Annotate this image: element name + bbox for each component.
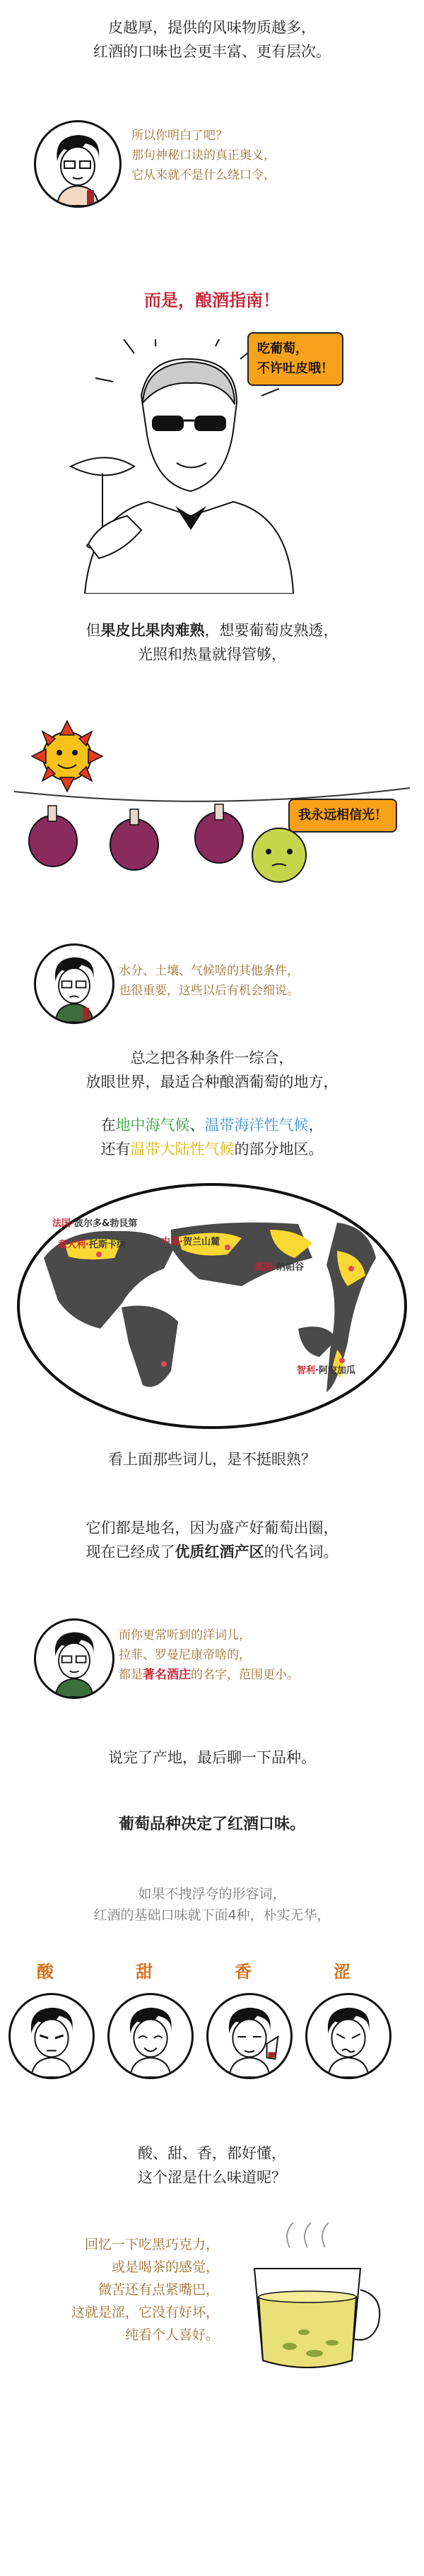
fragrant-face-icon bbox=[208, 1995, 290, 2077]
climate-oceanic: 温带海洋性气候 bbox=[204, 1117, 309, 1134]
climate-line2-pre: 还有 bbox=[100, 1141, 131, 1158]
tastes-intro bbox=[0, 1883, 424, 1926]
label-china-country: 中国· bbox=[161, 1237, 183, 1247]
taste-fragrant-avatar bbox=[206, 1993, 293, 2079]
climate-comma: ， bbox=[308, 1117, 324, 1134]
label-france-region: 波尔多&勃艮第 bbox=[73, 1218, 138, 1229]
aside-2-line-2: 也很重要，这些以后有机会细说。 bbox=[119, 984, 299, 998]
label-italy-region: 托斯卡纳 bbox=[88, 1240, 126, 1250]
sun-icon bbox=[32, 721, 102, 792]
question-2-line-2: 这个涩是什么味道呢？ bbox=[138, 2169, 286, 2186]
aside-3-line-3 bbox=[119, 1665, 299, 1685]
summary-line-2: 放眼世界，最适合种酿酒葡萄的地方， bbox=[86, 1074, 338, 1090]
rule-rest: ，想要葡萄皮熟透， bbox=[204, 622, 338, 639]
question-2-line-1: 酸、甜、香，都好懂， bbox=[138, 2145, 286, 2162]
aside-1 bbox=[131, 126, 276, 185]
aside-3 bbox=[119, 1625, 299, 1685]
aside-3-post: 的名字，范围更小。 bbox=[191, 1668, 299, 1682]
transition-text: 说完了产地，最后聊一下品种。 bbox=[108, 1749, 316, 1766]
climate-line-1 bbox=[0, 1113, 424, 1137]
explain-paragraph bbox=[0, 1516, 424, 1564]
taste-astringent-avatar bbox=[305, 1993, 391, 2079]
aside-3-bold: 著名酒庄 bbox=[143, 1668, 191, 1682]
reveal-title: 而是，酿酒指南！ bbox=[144, 290, 280, 310]
question-2 bbox=[0, 2141, 424, 2189]
astringent-face-icon bbox=[307, 1995, 389, 2077]
intro-line-1: 皮越厚，提供的风味物质越多， bbox=[108, 19, 316, 36]
label-chile-region: 阿空加瓜 bbox=[318, 1365, 355, 1376]
summary-line-1: 总之把各种条件一综合， bbox=[130, 1049, 294, 1066]
astringent-line-4: 这就是涩，它没有好坏， bbox=[71, 2305, 219, 2320]
explain-post: 的代名词。 bbox=[264, 1543, 338, 1560]
taste-astringent-title: 涩 bbox=[334, 1962, 351, 1982]
label-usa-region: 纳帕谷 bbox=[276, 1262, 304, 1273]
intro-line-2: 红酒的口味也会更丰富、更有层次。 bbox=[93, 43, 331, 60]
aside-1-line-1: 所以你明白了吧？ bbox=[131, 129, 228, 143]
label-france bbox=[52, 1216, 137, 1229]
bubble-grape bbox=[247, 332, 343, 386]
variety-title: 葡萄品种决定了红酒口味。 bbox=[118, 1816, 305, 1833]
aside-1-line-3: 它从来就不是什么绕口令， bbox=[131, 168, 276, 182]
bubble-grape-line-2: 不许吐皮哦！ bbox=[257, 361, 334, 376]
rule-line-1 bbox=[0, 618, 424, 642]
label-china-region: 贺兰山麓 bbox=[182, 1237, 220, 1247]
explain-pre: 现在已经成了 bbox=[86, 1543, 175, 1560]
aside-3-pre: 都是 bbox=[119, 1668, 143, 1682]
sweet-face-icon bbox=[110, 1995, 192, 2077]
astringent-line-5: 纯看个人喜好。 bbox=[124, 2327, 219, 2343]
narrator-face-icon bbox=[36, 1621, 112, 1697]
climate-sep: 、 bbox=[189, 1117, 205, 1134]
narrator-face-icon bbox=[36, 122, 119, 206]
avatar-narrator-3 bbox=[34, 1618, 114, 1699]
bubble-light: 我永远相信光！ bbox=[288, 799, 397, 833]
avatar-narrator-2 bbox=[34, 943, 114, 1024]
label-chile bbox=[297, 1363, 355, 1376]
label-chile-country: 智利· bbox=[297, 1365, 319, 1376]
label-italy-country: 意大利· bbox=[58, 1240, 89, 1250]
climate-paragraph bbox=[0, 1113, 424, 1161]
aside-3-line-1: 而你更常听到的洋词儿， bbox=[119, 1628, 251, 1642]
climate-line-2 bbox=[0, 1137, 424, 1161]
world-map bbox=[16, 1180, 408, 1431]
label-china bbox=[161, 1234, 220, 1247]
label-italy bbox=[58, 1237, 126, 1250]
green-grape-icon bbox=[252, 828, 306, 882]
taste-fragrant-title: 香 bbox=[235, 1962, 252, 1982]
tea-cup-illustration bbox=[226, 2219, 389, 2382]
taste-sour-title: 酸 bbox=[37, 1962, 54, 1982]
aside-2 bbox=[119, 961, 299, 1001]
climate-pre: 在 bbox=[100, 1117, 116, 1134]
rule-line-2: 光照和热量就得管够， bbox=[138, 646, 286, 663]
taste-sweet-avatar bbox=[107, 1993, 194, 2079]
aside-2-line-1: 水分、土壤、气候啥的其他条件， bbox=[119, 964, 299, 978]
question-1: 看上面那些词儿，是不挺眼熟？ bbox=[108, 1451, 316, 1468]
bubble-grape-line-1: 吃葡萄， bbox=[257, 341, 308, 356]
tastes-intro-line-2: 红酒的基础口味就下面4种，朴实无华， bbox=[93, 1907, 331, 1923]
aside-1-line-2: 那句神秘口诀的真正奥义， bbox=[131, 148, 276, 163]
intro-paragraph bbox=[0, 16, 424, 64]
sour-face-icon bbox=[11, 1995, 93, 2077]
avatar-narrator bbox=[34, 120, 122, 208]
astringent-explain bbox=[71, 2233, 219, 2346]
astringent-line-3: 微苦还有点紧嘴巴， bbox=[98, 2282, 219, 2298]
label-france-country: 法国· bbox=[52, 1218, 74, 1229]
tastes-intro-line-1: 如果不拽浮夸的形容词， bbox=[138, 1886, 286, 1902]
astringent-line-2: 或是喝茶的感觉， bbox=[111, 2259, 219, 2275]
rule-prefix: 但 bbox=[86, 622, 101, 639]
explain-line-2 bbox=[0, 1540, 424, 1564]
narrator-face-icon bbox=[36, 946, 112, 1022]
explain-line-1: 它们都是地名，因为盛产好葡萄出圈， bbox=[86, 1519, 338, 1536]
summary-paragraph bbox=[0, 1046, 424, 1094]
aside-3-line-2: 拉菲、罗曼尼康帝啥的， bbox=[119, 1648, 251, 1662]
taste-sour-avatar bbox=[8, 1993, 95, 2079]
explain-bold: 优质红酒产区 bbox=[175, 1543, 264, 1560]
climate-mediterranean: 地中海气候 bbox=[115, 1117, 190, 1134]
label-usa-country: 美国· bbox=[254, 1262, 276, 1273]
climate-line2-post: 的部分地区。 bbox=[234, 1141, 324, 1158]
taste-sweet-title: 甜 bbox=[136, 1962, 153, 1982]
rule-bold: 果皮比果肉难熟 bbox=[100, 622, 205, 639]
rule-paragraph bbox=[0, 618, 424, 666]
climate-continental: 温带大陆性气候 bbox=[130, 1141, 235, 1158]
label-usa bbox=[254, 1259, 304, 1273]
astringent-line-1: 回忆一下吃黑巧克力， bbox=[84, 2237, 219, 2252]
